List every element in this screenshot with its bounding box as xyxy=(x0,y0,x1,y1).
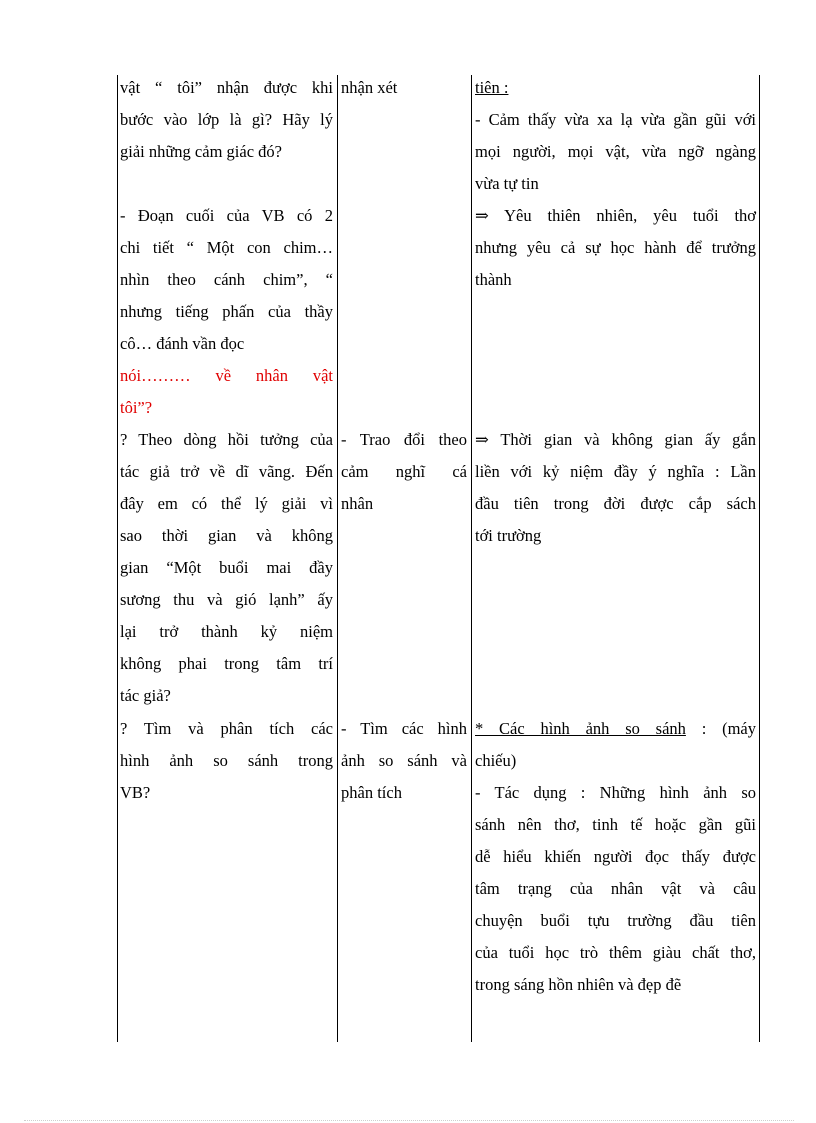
text-line: ảnh so sánh và xyxy=(341,751,467,770)
text-line: - Trao đổi theo xyxy=(341,430,467,449)
row3-student-cell xyxy=(341,713,467,809)
text-line: chuyện buổi tựu trường đầu tiên xyxy=(475,911,756,930)
text-line: - Cảm thấy vừa xa lạ vừa gần gũi với xyxy=(475,110,756,129)
row3-content-cell xyxy=(475,713,756,1001)
text-line: ? Tìm và phân tích các xyxy=(120,719,333,738)
text-line: đây em có thể lý giải vì xyxy=(120,494,333,513)
text-line: ⇒ Thời gian và không gian ấy gắn xyxy=(475,430,756,449)
section-heading: tiên : xyxy=(475,78,509,97)
text-line: VB? xyxy=(120,783,151,802)
text-line: ⇒ Yêu thiên nhiên, yêu tuổi thơ xyxy=(475,206,756,225)
row3-teacher-cell xyxy=(120,713,333,809)
highlighted-text-line: nói……… về nhân vật xyxy=(120,366,333,385)
section-heading-tail: : (máy xyxy=(701,719,756,738)
text-line: phân tích xyxy=(341,783,402,802)
text-line: chi tiết “ Một con chim… xyxy=(120,238,333,257)
row2-student-cell xyxy=(341,424,467,520)
highlighted-text-line: tôi”? xyxy=(120,398,153,417)
text-line: dễ hiểu khiến người đọc thấy được xyxy=(475,847,756,866)
text-line: cô… đánh vần đọc xyxy=(120,334,245,353)
text-line: - Đoạn cuối của VB có 2 xyxy=(120,206,333,225)
text-line: thành xyxy=(475,270,512,289)
row2-content-cell xyxy=(475,424,756,552)
text-line: - Tìm các hình xyxy=(341,719,467,738)
text-line: gian “Một buổi mai đầy xyxy=(120,558,333,577)
text-line: giải những cảm giác đó? xyxy=(120,142,282,161)
text-line: tác giả? xyxy=(120,686,171,705)
text-line: trong sáng hồn nhiên và đẹp đẽ xyxy=(475,975,682,994)
page-footer-divider xyxy=(24,1120,794,1121)
text-line: tâm trạng của nhân vật và câu xyxy=(475,879,756,898)
text-line xyxy=(475,713,756,745)
text-line: nhân xyxy=(341,494,374,513)
text-line: nhận xét xyxy=(341,78,398,97)
text-line: tới trường xyxy=(475,526,542,545)
row2-teacher-cell xyxy=(120,424,333,712)
text-line: cảm nghĩ cá xyxy=(341,462,467,481)
text-line xyxy=(120,168,333,200)
row1-content-cell xyxy=(475,72,756,296)
text-line: bước vào lớp là gì? Hãy lý xyxy=(120,110,333,129)
text-line: mọi người, mọi vật, vừa ngỡ ngàng xyxy=(475,142,756,161)
table-border-right xyxy=(759,75,760,1042)
table-border-col2 xyxy=(337,75,338,1042)
text-line: ? Theo dòng hồi tưởng của xyxy=(120,430,333,449)
text-line: vật “ tôi” nhận được khi xyxy=(120,78,333,97)
text-line: sương thu và gió lạnh” ấy xyxy=(120,590,333,609)
text-line: liền với kỷ niệm đầy ý nghĩa : Lần xyxy=(475,462,756,481)
row1-teacher-cell xyxy=(120,72,333,424)
text-line: vừa tự tin xyxy=(475,174,539,193)
text-line: không phai trong tâm trí xyxy=(120,654,333,673)
text-line: nhưng tiếng phấn của thầy xyxy=(120,302,333,321)
text-line: của tuổi học trò thêm giàu chất thơ, xyxy=(475,943,756,962)
text-line: hình ảnh so sánh trong xyxy=(120,751,333,770)
table-border-left xyxy=(117,75,118,1042)
text-line: đầu tiên trong đời được cắp sách xyxy=(475,494,756,513)
section-heading: * Các hình ảnh so sánh xyxy=(475,719,686,738)
text-line: chiếu) xyxy=(475,751,517,770)
table-border-col3 xyxy=(471,75,472,1042)
text-line: tác giả trở về dĩ vãng. Đến xyxy=(120,462,333,481)
text-line: nhưng yêu cả sự học hành để trưởng xyxy=(475,238,756,257)
text-line: nhìn theo cánh chim”, “ xyxy=(120,270,333,289)
text-line: sánh nên thơ, tinh tế hoặc gần gũi xyxy=(475,815,756,834)
text-line: lại trở thành kỷ niệm xyxy=(120,622,333,641)
text-line: sao thời gian và không xyxy=(120,526,333,545)
text-line: - Tác dụng : Những hình ảnh so xyxy=(475,783,756,802)
row1-student-cell xyxy=(341,72,467,104)
